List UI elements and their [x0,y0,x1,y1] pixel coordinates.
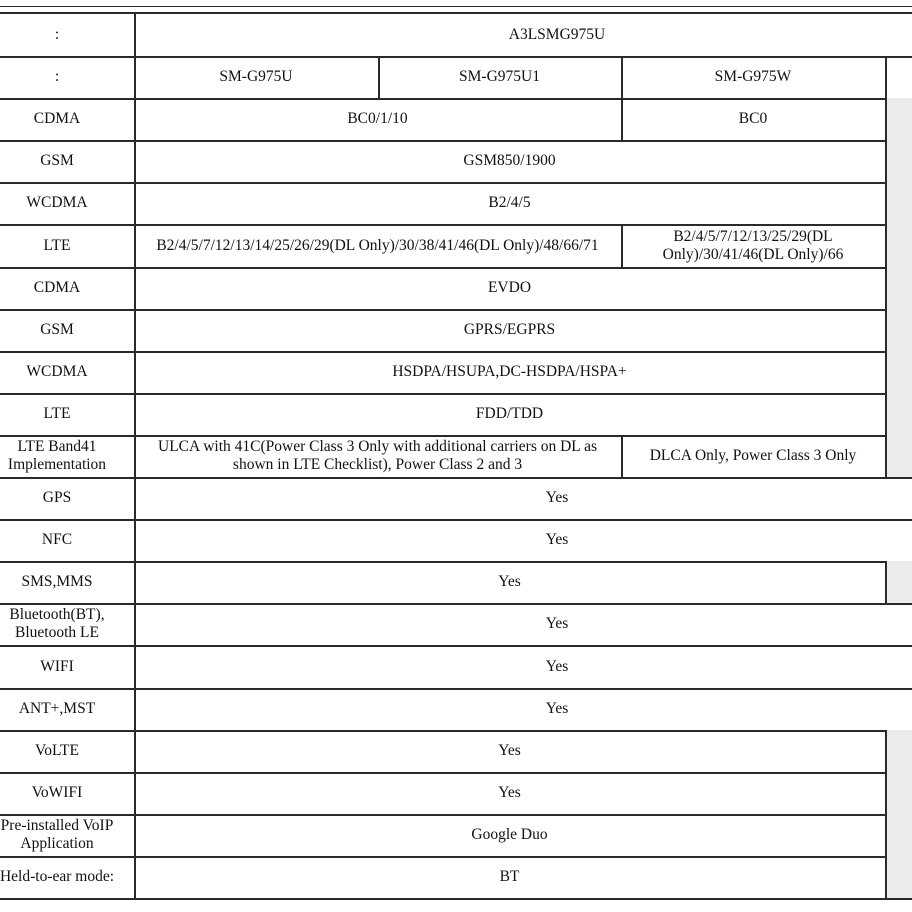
column-border [885,814,887,856]
row-value: Yes [545,615,569,632]
row-value-sm-g975w: BC0 [738,110,768,127]
row-value: Google Duo [471,826,548,843]
column-border [621,435,623,477]
model-label: : [54,68,60,85]
unsupported-cell [885,730,912,772]
row-value: Yes [498,573,521,590]
row-label: WIFI [40,657,74,675]
column-border [885,98,887,140]
unsupported-cell [885,772,912,814]
column-border [885,267,887,309]
row-value-sm-g975w: DLCA Only, Power Class 3 Only [649,447,857,464]
row-label: ANT+,MST [18,700,96,717]
row-value: ULCA with 41C(Power Class 3 Only with additional carriers on DL as shown in LTE Checklist), Power Class 2 and 3 [158,438,597,473]
row-value: GSM850/1900 [463,152,556,169]
column-border [885,224,887,267]
row-label: VoLTE [35,742,79,759]
row-label: LTE [43,405,71,422]
unsupported-cell [885,856,912,898]
row-border [0,898,912,900]
unsupported-cell [885,561,912,603]
unsupported-cell [885,98,912,140]
row-label: WCDMA [26,363,88,380]
column-border [885,393,887,435]
row-value: Yes [545,489,569,506]
row-value: HSDPA/HSUPA,DC-HSDPA/HSPA+ [392,363,627,380]
row-value-sm-g975w: B2/4/5/7/12/13/25/29(DL Only)/30/41/46(DL Only)/66 [662,227,844,263]
column-border [134,56,136,98]
column-border [885,561,887,603]
unsupported-cell [885,351,912,393]
row-value: B2/4/5/7/12/13/14/25/26/29(DL Only)/30/38/41/46(DL Only)/48/66/71 [156,236,599,254]
column-border [621,56,623,98]
unsupported-cell [885,393,912,435]
fcc-id-label: : [54,26,60,43]
row-label: Held-to-ear mode: [0,868,115,885]
row-value: B2/4/5 [488,194,531,211]
unsupported-cell [885,309,912,351]
unsupported-cell [885,267,912,309]
model-sm-g975w: SM-G975W [714,68,792,85]
fcc-id-value: A3LSMG975U [508,26,606,43]
row-label: LTE Band41 Implementation [7,438,107,473]
column-border [885,435,887,477]
model-sm-g975u: SM-G975U [219,68,293,85]
column-border [885,856,887,898]
row-label: GPS [42,489,72,506]
unsupported-cell [885,224,912,267]
unsupported-cell [885,814,912,856]
row-label: GSM [40,152,74,169]
row-value: GPRS/EGPRS [463,321,556,338]
row-border [0,56,912,58]
column-border [885,182,887,224]
column-border [885,56,887,98]
row-value: Yes [498,784,521,801]
column-border [134,14,136,56]
row-value: Yes [545,657,569,675]
model-sm-g975u1: SM-G975U1 [459,68,540,85]
row-label: GSM [40,321,74,338]
unsupported-cell [885,140,912,182]
row-value: BC0/1/10 [347,110,408,127]
row-value: EVDO [487,279,532,296]
column-border [885,351,887,393]
column-border [885,730,887,772]
row-label: SMS,MMS [21,573,93,590]
row-value: FDD/TDD [475,405,544,422]
row-label: NFC [41,531,73,548]
row-label: LTE [43,236,71,254]
row-value: Yes [545,700,569,717]
row-border [0,6,912,7]
row-value: Yes [498,742,521,759]
row-value: Yes [545,531,569,548]
column-border [621,224,623,267]
row-label: CDMA [33,110,81,127]
unsupported-cell [885,182,912,224]
column-border [885,772,887,814]
row-label: WCDMA [26,194,88,211]
row-label: Bluetooth(BT), Bluetooth LE [9,606,105,641]
row-label: Pre-installed VoIP Application [0,817,114,852]
row-label: CDMA [33,279,81,296]
column-border [621,98,623,140]
column-border [885,309,887,351]
row-value: BT [499,868,520,885]
column-border [885,140,887,182]
row-label: VoWIFI [31,784,83,801]
unsupported-cell [885,435,912,477]
column-border [378,56,380,98]
